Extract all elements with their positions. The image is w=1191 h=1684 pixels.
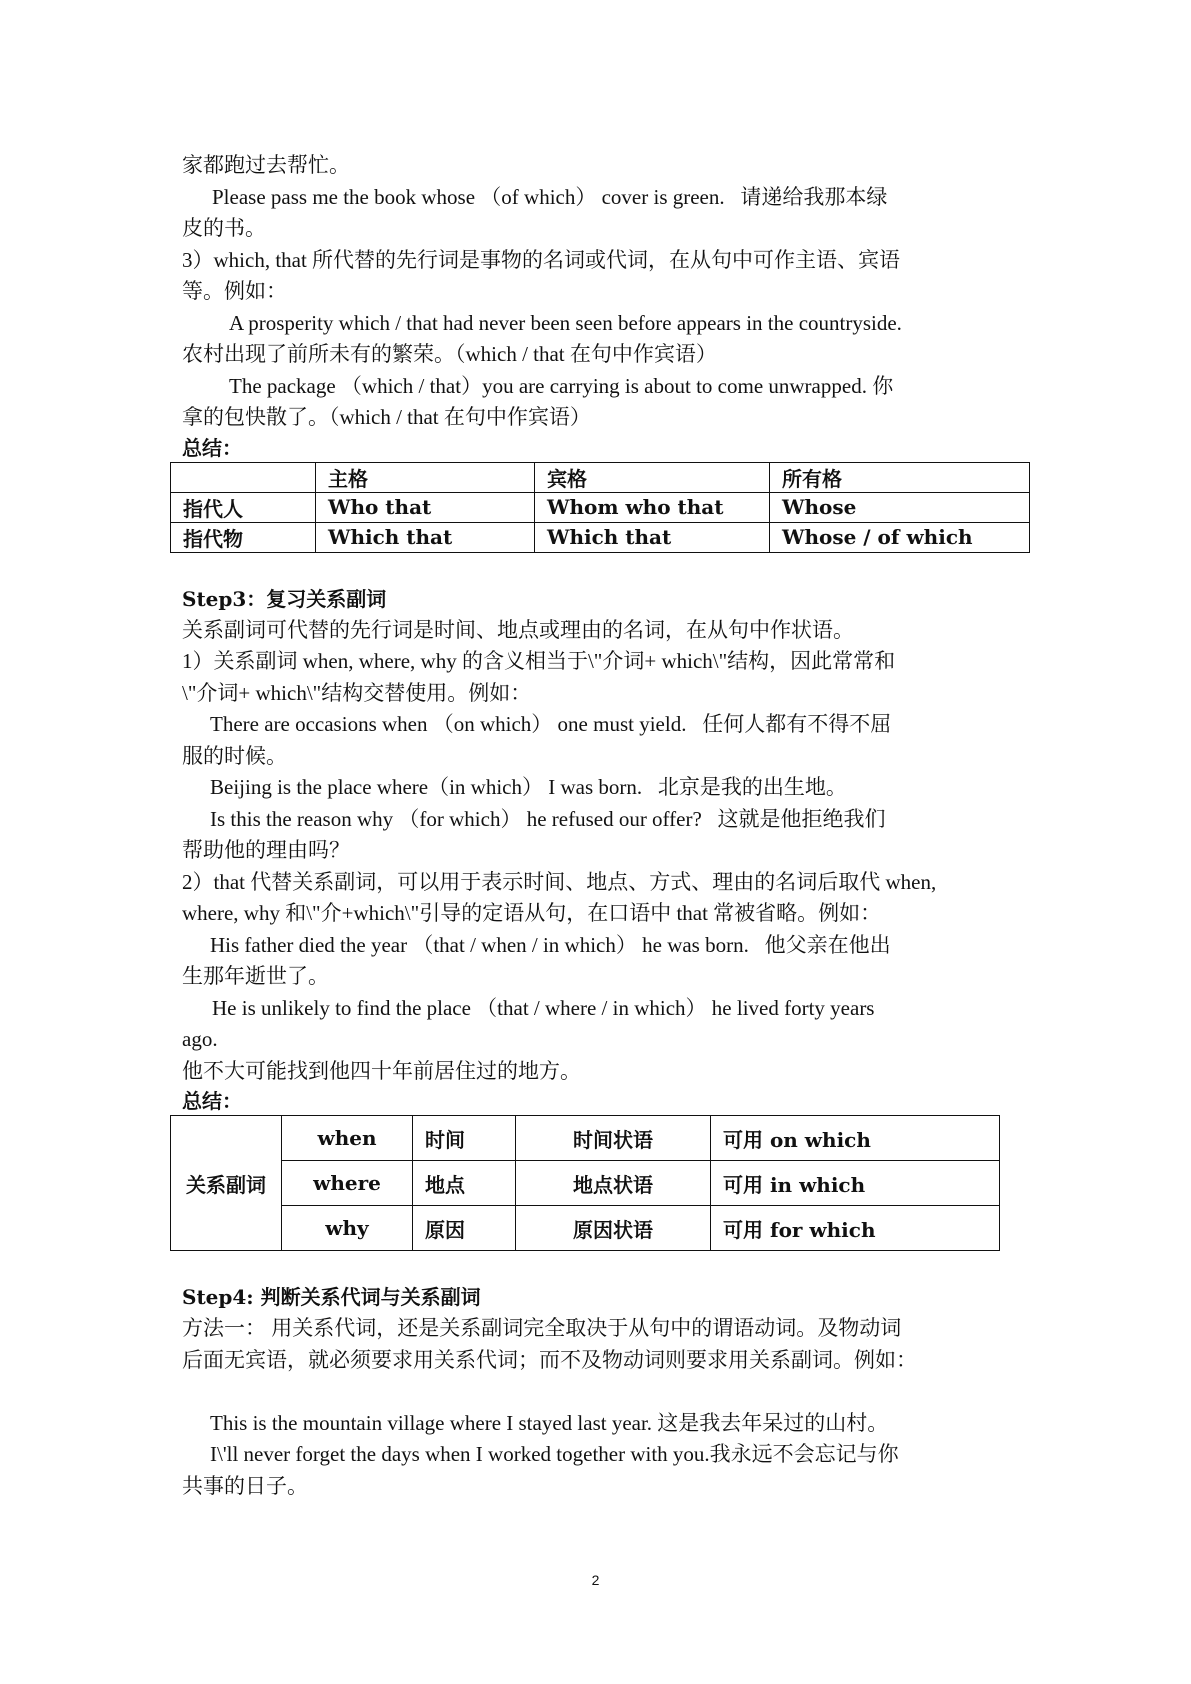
table-header-cell: 主格 <box>316 462 535 492</box>
text-line: 帮助他的理由吗？ <box>182 838 350 862</box>
summary-label: 总结： <box>182 435 242 460</box>
table-cell: 可用 for which <box>711 1206 1000 1251</box>
text-line: 农村出现了前所未有的繁荣。（which / that 在句中作宾语） <box>182 342 717 366</box>
text-line: This is the mountain village where I stayed last year. 这是我去年呆过的山村。 <box>210 1410 889 1435</box>
section-heading: Step4: 判断关系代词与关系副词 <box>182 1285 481 1309</box>
section-heading: Step3：复习关系副词 <box>182 586 387 611</box>
document-page <box>182 150 1022 1502</box>
table-row-label: 指代人 <box>171 492 316 522</box>
table-cell: when <box>282 1116 413 1161</box>
table-cell: Whose / of which <box>770 522 1030 552</box>
text-line: His father died the year （that / when / in which） he was born. 他父亲在他出 <box>210 932 891 957</box>
table-cell: Whose <box>770 492 1030 522</box>
table-cell: 可用 on which <box>711 1116 1000 1161</box>
page-number: 2 <box>591 1572 600 1588</box>
table-cell: 原因 <box>413 1206 516 1251</box>
text-line: Please pass me the book whose （of which） cover is green. 请递给我那本绿 <box>212 184 888 209</box>
table-cell: 地点 <box>413 1161 516 1206</box>
text-line: 2）that 代替关系副词，可以用于表示时间、地点、方式、理由的名词后取代 when, <box>182 869 937 894</box>
pronoun-summary-table <box>170 462 1030 553</box>
text-line: Is this the reason why （for which） he refused our offer? 这就是他拒绝我们 <box>210 806 886 831</box>
table-row <box>171 522 1030 552</box>
summary-label: 总结： <box>182 1089 242 1113</box>
table-row <box>171 1161 1000 1206</box>
table-cell: 可用 in which <box>711 1161 1000 1206</box>
text-line: \"介词+ which\"结构交替使用。例如： <box>182 680 532 705</box>
text-line: I\'ll never forget the days when I worked together with you.我永远不会忘记与你 <box>210 1442 899 1466</box>
table-row <box>171 462 1030 492</box>
table-cell: 时间 <box>413 1116 516 1161</box>
table-cell: Which that <box>535 522 770 552</box>
table-cell: Which that <box>316 522 535 552</box>
text-line: 生那年逝世了。 <box>182 964 329 988</box>
table-cell <box>171 462 316 492</box>
adverb-summary-table <box>170 1115 1000 1251</box>
text-line: 1）关系副词 when, where, why 的含义相当于\"介词+ which\"结构，因此常常和 <box>182 649 896 673</box>
table-header-cell: 所有格 <box>770 462 1030 492</box>
text-line: 3）which, that 所代替的先行词是事物的名词或代词，在从句中可作主语、宾语 <box>182 247 901 272</box>
text-line: There are occasions when （on which） one must yield. 任何人都有不得不屈 <box>210 712 892 736</box>
text-line: The package （which / that）you are carrying is about to come unwrapped. 你 <box>229 373 894 398</box>
table-row <box>171 492 1030 522</box>
text-line: A prosperity which / that had never been seen before appears in the countryside. <box>229 310 902 335</box>
blank-line <box>182 1376 1022 1408</box>
table-cell: 原因状语 <box>516 1206 711 1251</box>
text-line: 方法一： 用关系代词，还是关系副词完全取决于从句中的谓语动词。及物动词 <box>182 1316 902 1340</box>
text-line: 家都跑过去帮忙。 <box>182 153 350 177</box>
text-line: 他不大可能找到他四十年前居住过的地方。 <box>182 1058 581 1083</box>
table-cell: 地点状语 <box>516 1161 711 1206</box>
table-cell: where <box>282 1161 413 1206</box>
table-row <box>171 1116 1000 1161</box>
table-cell: why <box>282 1206 413 1251</box>
text-line: He is unlikely to find the place （that / where / in which） he lived forty years <box>212 995 875 1020</box>
text-line: 共事的日子。 <box>182 1473 308 1498</box>
table-row-label: 指代物 <box>171 522 316 552</box>
text-line: 服的时候。 <box>182 743 287 768</box>
table-cell: 时间状语 <box>516 1116 711 1161</box>
table-cell: Whom who that <box>535 492 770 522</box>
text-line: where, why 和\"介+which\"引导的定语从句，在口语中 that 常被省略。例如： <box>182 901 882 925</box>
table-header-cell: 宾格 <box>535 462 770 492</box>
text-line: ago. <box>182 1027 218 1051</box>
text-line: 皮的书。 <box>182 216 266 240</box>
text-line: Beijing is the place where（in which） I was born. 北京是我的出生地。 <box>210 775 847 799</box>
text-line: 后面无宾语，就必须要求用关系代词；而不及物动词则要求用关系副词。例如： <box>182 1347 917 1372</box>
table-row <box>171 1206 1000 1251</box>
text-line: 等。例如： <box>182 279 287 303</box>
text-line: 关系副词可代替的先行词是时间、地点或理由的名词，在从句中作状语。 <box>182 617 854 642</box>
table-cell: Who that <box>316 492 535 522</box>
text-line: 拿的包快散了。（which / that 在句中作宾语） <box>182 405 591 429</box>
table-group-label: 关系副词 <box>171 1116 282 1251</box>
